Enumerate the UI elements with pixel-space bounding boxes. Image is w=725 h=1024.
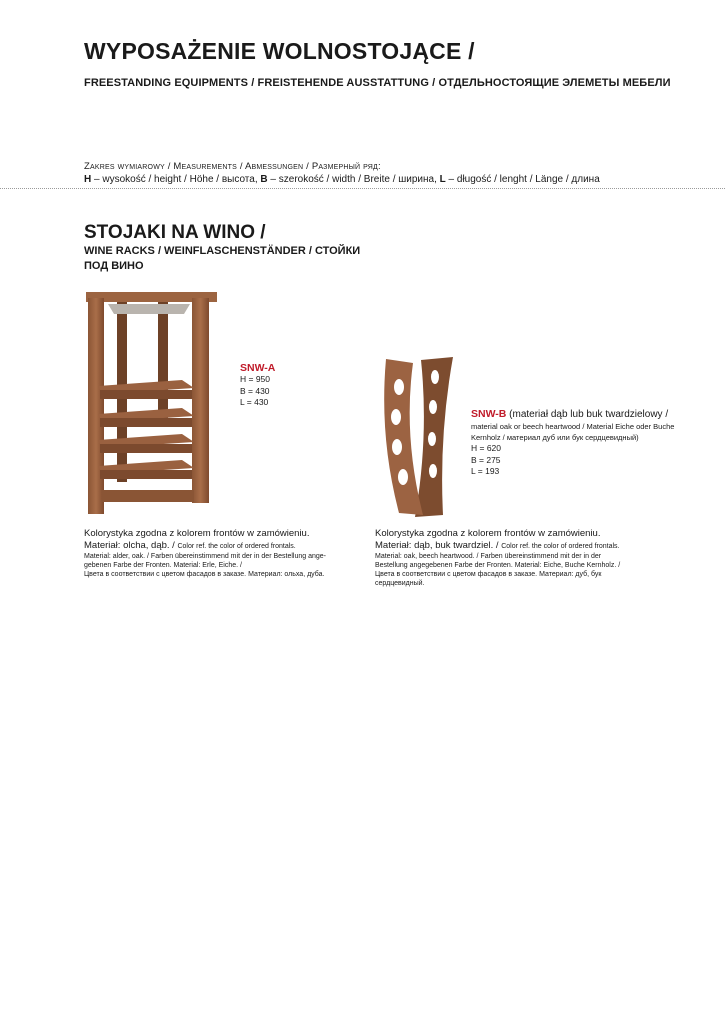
product-b-note-russian: Цвета в соответствии с цветом фасадов в заказе. Материал: дуб, бук сердцевидный.: [375, 571, 602, 587]
base-rail: [102, 490, 194, 502]
shelf-4-front: [100, 470, 192, 479]
product-b-note-material: Materiał: dąb, buk twardziel. /: [375, 540, 502, 551]
bottle-hole: [429, 400, 437, 414]
product-a-note: [84, 528, 334, 579]
product-a-note-color-en: Color ref. the color of ordered frontals.: [177, 543, 296, 550]
back-right-post: [158, 302, 168, 422]
bottle-hole: [392, 439, 402, 455]
product-a-note-russian: Цвета в соответствии с цветом фасадов в заказе. Материал: ольха, дуба.: [84, 571, 325, 578]
product-b-code: SNW-B: [471, 408, 507, 420]
product-b-note-translations: Material: oak, beech heartwood. / Farben übereinstimmend mit der in der Bestellung angegebenen Farbe der Fronten. Material: Eiche, Buche Kernholz. /: [375, 553, 621, 569]
dotted-divider: [0, 188, 725, 189]
product-a-code: SNW-A: [240, 362, 276, 374]
product-b-width: B = 275: [471, 454, 501, 465]
product-a-specs: [240, 362, 275, 409]
product-a-width: B = 430: [240, 385, 270, 396]
product-a-height: H = 950: [240, 374, 271, 384]
page-subtitle: FREESTANDING EQUIPMENTS / FREISTEHENDE AUSSTATTUNG / ОТДЕЛЬНОСТОЯЩИЕ ЭЛЕМЕТЫ МЕБЕЛИ: [84, 77, 671, 89]
width-key: B: [260, 174, 268, 185]
front-left-post: [88, 298, 104, 514]
length-key: L: [439, 174, 446, 185]
product-b-specs: [471, 404, 701, 478]
product-a-note-translations: Material: alder, oak. / Farben übereinstimmend mit der in der Bestellung ange-gebenen Farbe der Fronten. Material: Erle, Eiche. /: [84, 553, 327, 569]
bottle-hole: [394, 379, 404, 395]
section-subtitle: WINE RACKS / WEINFLASCHENSTÄNDER / СТОЙКИ ПОД ВИНО: [84, 245, 361, 272]
shelf-1-front: [100, 390, 192, 399]
product-a-note-material: Materiał: olcha, dąb. /: [84, 540, 178, 551]
measurements-heading: Zakres wymiarowy / Measurements / Abmessungen / Размерный ряд:: [84, 161, 381, 172]
product-b-material: (materiał dąb lub buk twardzielowy /: [506, 409, 669, 420]
bottle-hole: [431, 370, 439, 384]
product-a-length: L = 430: [240, 397, 269, 407]
front-right-post: [192, 298, 209, 503]
section-title: STOJAKI NA WINO /: [84, 222, 266, 243]
page-title: WYPOSAŻENIE WOLNOSTOJĄCE /: [84, 38, 475, 64]
length-desc: – długość / lenght / Länge / длина: [445, 174, 600, 185]
measurements-legend: [84, 174, 600, 185]
wine-rack-snw-b-image: [383, 355, 455, 518]
bottle-hole: [429, 464, 437, 478]
width-desc: – szerokość / width / Breite / ширина,: [267, 174, 440, 185]
product-a-note-color: Kolorystyka zgodna z kolorem frontów w zamówieniu.: [84, 528, 310, 539]
shelf-3-front: [100, 444, 192, 453]
bottle-hole: [398, 469, 408, 485]
bottle-hole: [391, 409, 401, 425]
product-b-note-color-en: Color ref. the color of ordered frontals.: [501, 543, 620, 550]
product-b-note: [375, 528, 625, 588]
bottle-hole: [428, 432, 436, 446]
product-b-material-translations: material oak or beech heartwood / Material Eiche oder Buche Kernholz / материал дуб или бук сердцевидный): [471, 422, 675, 442]
glass-holder: [108, 304, 190, 314]
wine-rack-snw-a-image: [84, 290, 224, 518]
product-b-length: L = 193: [471, 466, 500, 476]
product-b-height: H = 620: [471, 443, 502, 453]
height-desc: – wysokość / height / Höhe / высота,: [91, 174, 261, 185]
height-key: H: [84, 174, 92, 185]
product-b-note-color: Kolorystyka zgodna z kolorem frontów w zamówieniu.: [375, 528, 601, 539]
shelf-2-front: [100, 418, 192, 427]
front-panel: [384, 359, 423, 515]
